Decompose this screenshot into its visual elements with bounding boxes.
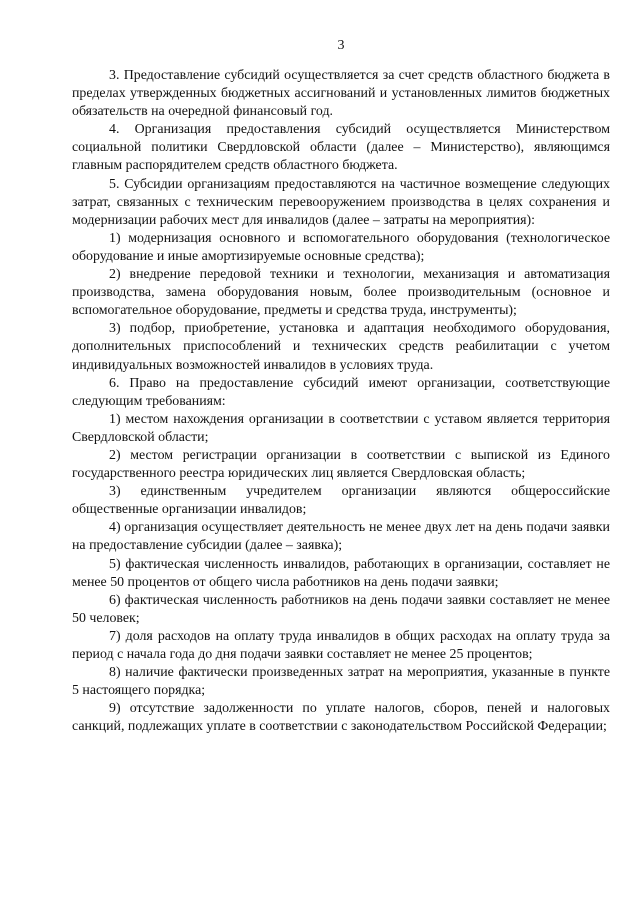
- subitem-6-7: 7) доля расходов на оплату труда инвалидов в общих расходах на оплату труда за период с начала года до дня подачи заявки составляет не менее 25 процентов;: [72, 628, 610, 662]
- paragraph-item-3: 3. Предоставление субсидий осуществляется за счет средств областного бюджета в пределах утвержденных бюджетных ассигнований и установленных лимитов бюджетных обязательств на очередной финансовый год.: [72, 68, 610, 120]
- subitem-5-1: 1) модернизация основного и вспомогательного оборудования (технологическое оборудование и иные амортизируемые основные средства);: [72, 230, 610, 264]
- paragraph-item-6: 6. Право на предоставление субсидий имеют организации, соответствующие следующим требованиям:: [72, 375, 610, 409]
- subitem-5-3: 3) подбор, приобретение, установка и адаптация необходимого оборудования, дополнительных приспособлений и технических средств реабилитации с учетом индивидуальных возможностей инвалидов в условиях труда.: [72, 321, 610, 373]
- subitem-6-3: 3) единственным учредителем организации являются общероссийские общественные организации инвалидов;: [72, 484, 610, 518]
- subitem-5-2: 2) внедрение передовой техники и технологии, механизация и автоматизация производства, замена оборудования новым, более производительным (основное и вспомогательное оборудование, предметы и средства труда, инструменты);: [72, 267, 610, 319]
- paragraph-item-4: 4. Организация предоставления субсидий осуществляется Министерством социальной политики Свердловской области (далее – Министерство), являющимся главным распорядителем средств областного бюджета.: [72, 122, 610, 174]
- subitem-6-5: 5) фактическая численность инвалидов, работающих в организации, составляет не менее 50 процентов от общего числа работников на день подачи заявки;: [72, 556, 610, 590]
- document-body: [72, 67, 610, 736]
- document-page: [72, 0, 610, 905]
- subitem-6-6: 6) фактическая численность работников на день подачи заявки составляет не менее 50 человек;: [72, 592, 610, 626]
- paragraph-item-5: 5. Субсидии организациям предоставляются на частичное возмещение следующих затрат, связанных с техническим перевооружением производства в целях сохранения и модернизации рабочих мест для инвалидов (далее – затраты на мероприятия):: [72, 176, 610, 228]
- subitem-6-2: 2) местом регистрации организации в соответствии с выпиской из Единого государственного реестра юридических лиц является Свердловская область;: [72, 447, 610, 482]
- subitem-6-8: 8) наличие фактически произведенных затрат на мероприятия, указанные в пункте 5 настоящего порядка;: [72, 665, 610, 699]
- subitem-6-9: 9) отсутствие задолженности по уплате налогов, сборов, пеней и налоговых санкций, подлежащих уплате в соответствии с законодательством Российской Федерации;: [72, 701, 610, 735]
- subitem-6-4: 4) организация осуществляет деятельность не менее двух лет на день подачи заявки на предоставление субсидии (далее – заявка);: [72, 520, 610, 554]
- subitem-6-1: 1) местом нахождения организации в соответствии с уставом является территория Свердловской области;: [72, 411, 610, 445]
- page-number: 3: [337, 38, 345, 53]
